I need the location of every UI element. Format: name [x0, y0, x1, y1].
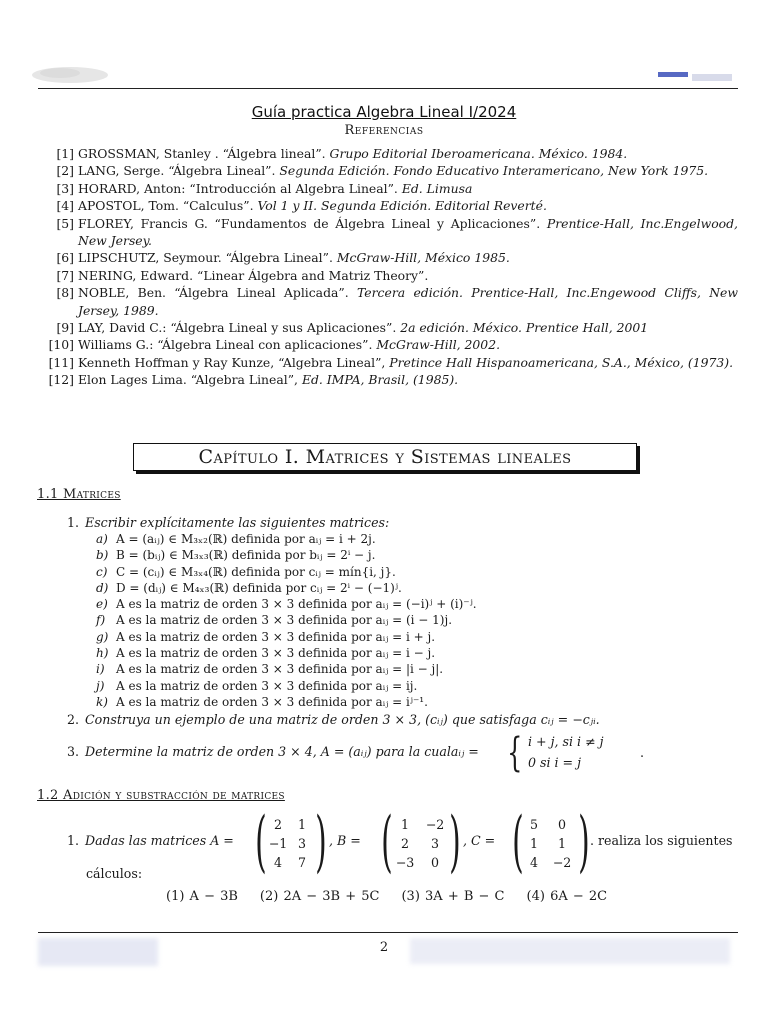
operation-item: (2) 2A − 3B + 5C: [259, 889, 380, 904]
reference-text: GROSSMAN, Stanley . “Álgebra lineal”. Grupo Editorial Iberoamericana. México. 1984.: [78, 146, 628, 161]
reference-text: Kenneth Hoffman y Ray Kunze, “Algebra Lineal”, Pretince Hall Hispanoamericana, S.A., México, (1973).: [78, 354, 734, 370]
exercise-number: 2.: [67, 712, 80, 727]
reference-number: [6]: [56, 250, 74, 266]
matrix-cell: 3: [430, 836, 439, 851]
exercise-subitems: [96, 531, 477, 710]
section-title-matrices: 1.1 Matrices: [37, 487, 121, 502]
matrix-cell: 5: [529, 817, 538, 832]
exercise-subitem: b) B = (bᵢⱼ) ∈ M₃ₓ₃(ℝ) definida por bᵢⱼ = 2ⁱ − j.: [96, 548, 376, 563]
exercise-number: 1.: [67, 833, 80, 848]
matrix-C-label: , C =: [463, 833, 496, 848]
reference-number: [12]: [48, 372, 74, 388]
reference-text: FLOREY, Francis G. “Fundamentos de Álgebra Lineal y Aplicaciones”. Prentice-Hall, Inc.Engelwood, New Jersey.: [78, 215, 739, 249]
matrix-cell: 7: [297, 855, 306, 870]
matrix-cell: −1: [268, 836, 288, 851]
matrix-B-label: , B =: [329, 833, 361, 848]
exercise-subitem: a) A = (aᵢⱼ) ∈ M₃ₓ₂(ℝ) definida por aᵢⱼ = i + 2j.: [96, 532, 376, 546]
matrix-A: ( 2 1 −1 3 4 7 ): [255, 803, 327, 880]
operation-item: (4) 6A − 2C: [526, 889, 608, 904]
matrix-cell: 2: [273, 817, 282, 832]
reference-number: [4]: [56, 198, 74, 214]
reference-text: Elon Lages Lima. “Algebra Lineal”, Ed. IMPA, Brasil, (1985).: [78, 372, 459, 388]
reference-text: APOSTOL, Tom. “Calculus”. Vol 1 y II. Segunda Edición. Editorial Reverté.: [78, 198, 547, 214]
reference-item: [40, 319, 738, 336]
reference-item: [40, 284, 738, 319]
exercise-subitem: f) A es la matriz de orden 3 × 3 definida por aᵢⱼ = (i − 1)j.: [96, 613, 453, 628]
matrix-cell: 0: [557, 817, 566, 832]
exercise-subitem: e) A es la matriz de orden 3 × 3 definida por aᵢⱼ = (−i)ʲ + (i)⁻ʲ.: [96, 597, 477, 612]
exercise-tail: . realiza los siguientes: [590, 833, 733, 848]
matrix-cell: 1: [297, 817, 306, 832]
reference-number: [3]: [56, 180, 74, 196]
exercise-subitem: i) A es la matriz de orden 3 × 3 definida por aᵢⱼ = |i − j|.: [96, 662, 444, 677]
reference-text: NOBLE, Ben. “Álgebra Lineal Aplicada”. Tercera edición. Prentice-Hall, Inc.Engewood Cliffs, New Jersey, 1989.: [78, 285, 738, 318]
exercise-1: [67, 515, 389, 530]
exercise-subitem: j) A es la matriz de orden 3 × 3 definida por aᵢⱼ = ij.: [96, 678, 418, 693]
reference-item: [40, 371, 738, 388]
reference-item: [40, 215, 738, 250]
exercise-lead: Dadas las matrices A =: [85, 833, 234, 848]
reference-number: [9]: [56, 320, 74, 336]
matrix-cell: −2: [425, 817, 445, 832]
reference-text: NERING, Edward. “Linear Álgebra and Matriz Theory”.: [78, 267, 429, 283]
exercise-number: 1.: [67, 515, 80, 530]
matrix-cell: −2: [552, 855, 572, 870]
reference-text: HORARD, Anton: “Introducción al Algebra Lineal”. Ed. Limusa: [78, 180, 473, 196]
reference-number: [8]: [56, 285, 74, 301]
exercise-subitem: k) A es la matriz de orden 3 × 3 definida por aᵢⱼ = iʲ⁻¹.: [96, 694, 428, 709]
reference-item: [40, 267, 738, 284]
references-heading: Referencias: [344, 123, 424, 138]
matrix-cell: 4: [273, 855, 282, 870]
operations-list: [166, 889, 629, 904]
piecewise-brace: {: [507, 730, 523, 776]
reference-item: [40, 336, 738, 353]
piecewise-case-1: i + j, si i ≠ j: [528, 734, 604, 749]
reference-number: [1]: [56, 146, 74, 161]
reference-text: Williams G.: “Álgebra Lineal con aplicaciones”. McGraw-Hill, 2002.: [78, 337, 501, 353]
reference-number: [11]: [48, 354, 74, 370]
matrix-cell: 2: [400, 836, 409, 851]
footer-logo-left: [38, 938, 158, 966]
matrix-cell: −3: [395, 855, 415, 870]
piecewise-end: .: [640, 745, 645, 760]
exercise-1-matrices: [67, 833, 234, 848]
exercise-tail-2: cálculos:: [86, 866, 143, 881]
exercise-2: [67, 712, 600, 727]
reference-item: [40, 197, 738, 214]
exercise-3: [67, 744, 479, 759]
exercise-subitem: d) D = (dᵢⱼ) ∈ M₄ₓ₃(ℝ) definida por cᵢⱼ = 2ⁱ − (−1)ʲ.: [96, 580, 402, 595]
reference-item: [40, 354, 738, 371]
matrix-cell: 0: [430, 855, 439, 870]
reference-item: [40, 162, 738, 179]
page-title: Guía practica Algebra Lineal I/2024: [251, 103, 517, 121]
matrix-cell: 1: [529, 836, 538, 851]
matrix-cell: 1: [557, 836, 566, 851]
reference-text: LAY, David C.: “Álgebra Lineal y sus Aplicaciones”. 2a edición. México. Prentice Hall, 2001: [78, 320, 649, 336]
exercise-subitem: g) A es la matriz de orden 3 × 3 definida por aᵢⱼ = i + j.: [96, 629, 436, 644]
exercise-subitem: h) A es la matriz de orden 3 × 3 definida por aᵢⱼ = i − j.: [96, 646, 436, 661]
piecewise-case-2: 0 si i = j: [528, 755, 582, 770]
operation-item: (1) A − 3B: [166, 889, 238, 904]
exercise-text: Determine la matriz de orden 3 × 4, A = (aᵢⱼ) para la cualaᵢⱼ =: [85, 744, 479, 759]
reference-item: [40, 249, 738, 266]
page-number: 2: [379, 940, 389, 955]
matrix-cell: 4: [529, 855, 538, 870]
matrix-B: ( 1 −2 2 3 −3 0 ): [381, 803, 461, 880]
chapter-title: Capítulo I. Matrices y Sistemas lineales: [133, 443, 637, 471]
faculty-logo-right: [652, 68, 736, 84]
matrix-C: ( 5 0 1 1 4 −2 ): [512, 803, 590, 880]
reference-number: [5]: [56, 215, 74, 231]
operation-item: (3) 3A + B − C: [401, 889, 505, 904]
exercise-text: Escribir explícitamente las siguientes matrices:: [85, 515, 390, 530]
section-title-addition: 1.2 Adición y substracción de matrices: [37, 788, 285, 803]
reference-number: [10]: [48, 337, 74, 353]
exercise-subitem: c) C = (cᵢⱼ) ∈ M₃ₓ₄(ℝ) definida por cᵢⱼ = mín{i, j}.: [96, 564, 396, 579]
reference-item: [40, 145, 738, 162]
university-logo-left: [30, 64, 110, 86]
references-list: [40, 145, 738, 389]
reference-text: LANG, Serge. “Álgebra Lineal”. Segunda Edición. Fondo Educativo Interamericano, New York 1975.: [78, 163, 709, 179]
reference-number: [2]: [56, 163, 74, 179]
footer-contact-info: [410, 938, 730, 964]
matrix-cell: 3: [297, 836, 306, 851]
reference-number: [7]: [56, 267, 74, 283]
footer-rule: [38, 932, 738, 933]
reference-item: [40, 180, 738, 197]
exercise-number: 3.: [67, 744, 80, 759]
header-rule: [38, 88, 738, 89]
exercise-text: Construya un ejemplo de una matriz de orden 3 × 3, (cᵢⱼ) que satisfaga cᵢⱼ = −cⱼᵢ.: [85, 712, 600, 727]
reference-text: LIPSCHUTZ, Seymour. “Álgebra Lineal”. McGraw-Hill, México 1985.: [78, 250, 510, 266]
matrix-cell: 1: [400, 817, 409, 832]
